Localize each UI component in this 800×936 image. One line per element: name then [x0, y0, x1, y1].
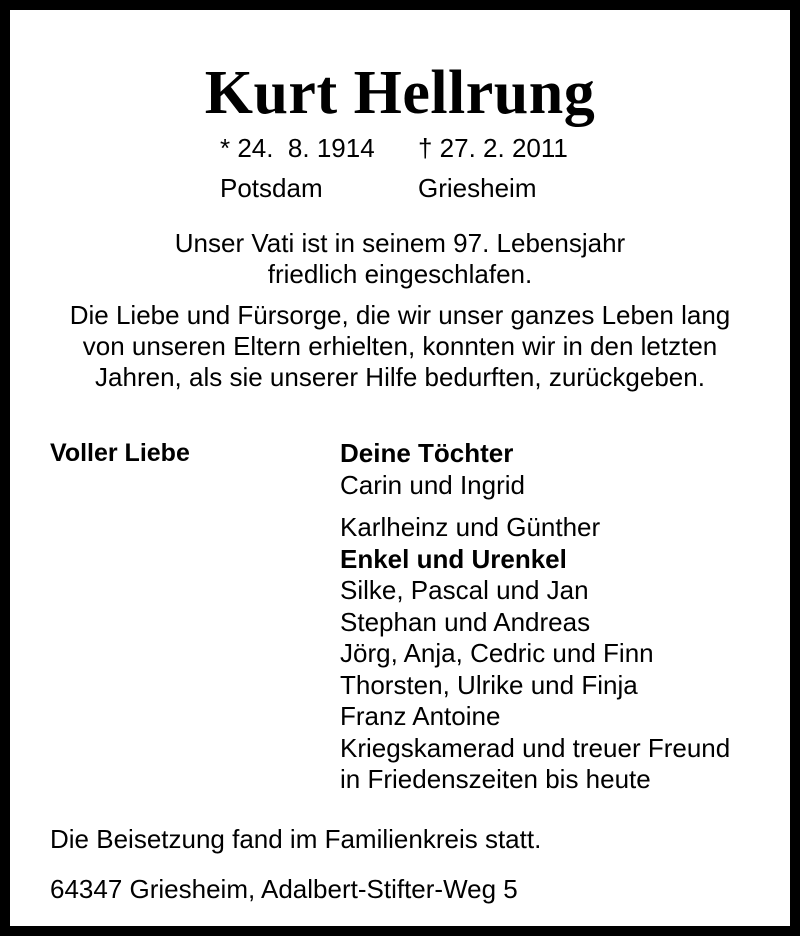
mourner-line: Thorsten, Ulrike und Finja — [340, 669, 638, 700]
birth-place: Potsdam — [220, 173, 323, 203]
intro-line: Die Liebe und Fürsorge, die wir unser ganzes Leben lang — [69, 300, 731, 330]
mourner-line: Franz Antoine — [340, 701, 501, 731]
address: 64347 Griesheim, Adalbert-Stifter-Weg 5 — [50, 874, 518, 904]
mourner-line: Stephan und Andreas — [340, 606, 591, 637]
mourners-list — [340, 438, 730, 796]
intro-line: von unseren Eltern erhielten, konnten wir in den letzten — [82, 331, 718, 361]
birth-date: * 24. 8. 1914 — [220, 133, 375, 163]
mourner-line: Jörg, Anja, Cedric und Finn — [340, 638, 654, 668]
death-place: Griesheim — [418, 173, 537, 203]
mourner-line: Kriegskamerad und treuer Freund — [340, 732, 731, 763]
mourner-group-heading: Deine Töchter — [340, 438, 514, 468]
mourner-line: in Friedenszeiten bis heute — [340, 764, 651, 794]
intro-line: Jahren, als sie unserer Hilfe bedurften, zurückgeben. — [95, 362, 705, 392]
mourner-group-heading: Enkel und Urenkel — [340, 543, 567, 574]
signoff: Voller Liebe — [50, 439, 190, 467]
intro-line: friedlich eingeschlafen. — [267, 259, 533, 289]
mourner-line: Karlheinz und Günther — [340, 512, 601, 542]
intro-text — [10, 228, 790, 393]
mourner-line: Silke, Pascal und Jan — [340, 575, 589, 605]
death-date: † 27. 2. 2011 — [418, 133, 568, 163]
funeral-note: Die Beisetzung fand im Familienkreis statt. — [50, 824, 542, 854]
death-info — [418, 132, 568, 204]
birth-info — [220, 132, 375, 204]
deceased-name: Kurt Hellrung — [204, 59, 596, 127]
intro-line: Unser Vati ist in seinem 97. Lebensjahr — [174, 228, 626, 258]
mourner-line: Carin und Ingrid — [340, 469, 525, 500]
